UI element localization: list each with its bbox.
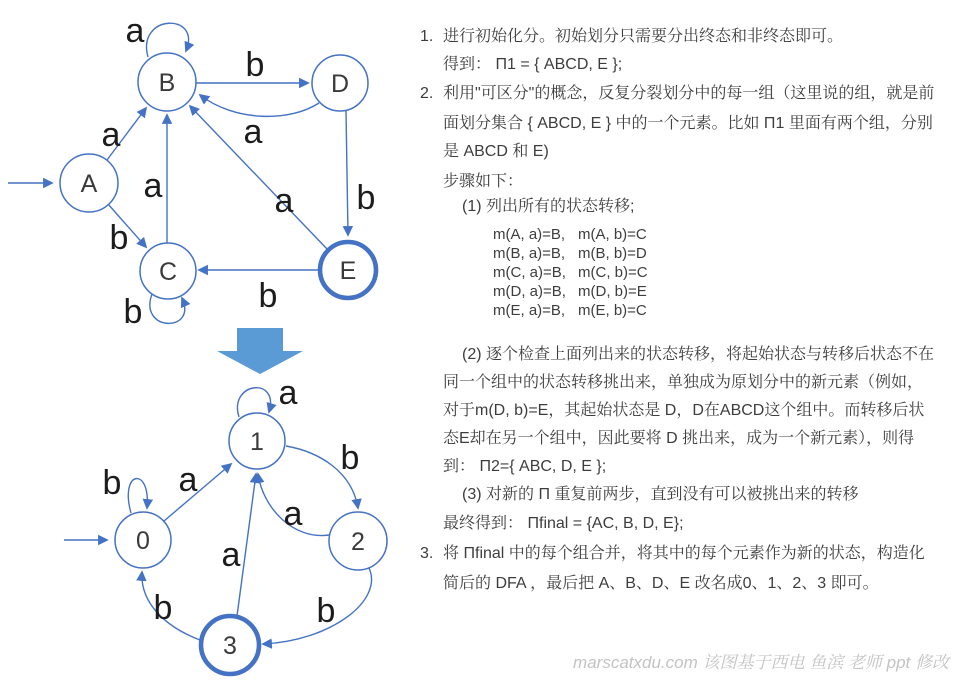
transition-0-1 <box>164 464 231 521</box>
note-line <box>420 84 934 104</box>
transition-table-row <box>493 283 647 302</box>
edge-label: b <box>316 592 336 630</box>
note-line <box>462 345 934 365</box>
edge-label: b <box>102 464 122 502</box>
note-text: 对于m(D, b)=E，其起始状态是 D，D在ABCD这个组中。而转移后状 <box>443 402 925 419</box>
edge-label: a <box>283 495 303 533</box>
note-text: 简后的 DFA ，最后把 A、B、D、E 改名成0、1、2、3 即可。 <box>443 575 879 592</box>
note-text: 最终得到： Πfinal = {AC, B, D, E}; <box>443 515 684 532</box>
edge-label: b <box>258 277 278 315</box>
state-label: A <box>80 170 98 198</box>
note-text: (3) 对新的 Π 重复前两步，直到没有可以被挑出来的转移 <box>462 486 859 503</box>
edge-label: a <box>178 461 198 499</box>
table-cell: m(B, a)=B, <box>493 245 566 262</box>
edge-label: b <box>153 589 173 627</box>
note-text: 态E却在另一个组中，因此要将 D 挑出来，成为一个新元素），则得 <box>443 430 915 447</box>
note-text: 面划分集合 { ABCD, E } 中的一个元素。比如 Π1 里面有两个组，分别 <box>443 115 933 132</box>
note-text: 得到： Π1 = { ABCD, E }; <box>443 56 623 73</box>
note-text: (1) 列出所有的状态转移; <box>462 198 635 215</box>
edge-label: a <box>101 116 121 154</box>
note-line <box>443 401 924 421</box>
table-cell: m(E, b)=C <box>578 302 647 319</box>
transition-0-0-selfloop <box>128 479 147 513</box>
state-label: E <box>339 257 357 285</box>
dfa-original <box>8 23 376 323</box>
notes-panel <box>410 0 965 690</box>
edge-label: a <box>278 374 298 412</box>
note-line <box>443 142 549 162</box>
state-label: C <box>158 258 178 286</box>
table-cell: m(E, a)=B, <box>493 302 566 319</box>
transition-table-row <box>493 245 647 264</box>
note-text: 步骤如下： <box>443 173 524 190</box>
table-cell: m(B, b)=D <box>578 245 647 262</box>
edge-label: a <box>274 182 294 220</box>
state-label: 2 <box>351 528 365 556</box>
edge-label: b <box>109 219 129 257</box>
note-line <box>443 457 606 477</box>
state-label: 0 <box>136 527 150 555</box>
note-line <box>462 485 858 505</box>
note-line <box>443 172 523 192</box>
edge-label: b <box>340 439 360 477</box>
edge-label: a <box>143 167 163 205</box>
dfa-diagrams <box>0 0 430 690</box>
note-text: (2) 逐个检查上面列出来的状态转移，将起始状态与转移后状态不在 <box>462 346 935 363</box>
transition-B-B-selfloop <box>147 23 189 57</box>
transition-table-row <box>493 302 647 321</box>
edge-label: b <box>123 293 143 331</box>
down-arrow-icon <box>217 328 303 374</box>
table-cell: m(C, a)=B, <box>493 264 566 281</box>
transition-D-E <box>346 111 348 235</box>
state-label: 1 <box>250 428 264 456</box>
list-number: 2. <box>420 85 434 102</box>
table-cell: m(A, b)=C <box>578 226 647 243</box>
note-line <box>443 55 622 75</box>
table-cell: m(C, b)=C <box>578 264 648 281</box>
note-line <box>420 544 925 564</box>
note-text: 是 ABCD 和 E) <box>443 143 549 160</box>
note-line <box>443 114 933 134</box>
state-label: D <box>330 70 350 98</box>
edge-label: a <box>243 113 263 151</box>
list-number: 3. <box>420 545 434 562</box>
note-line <box>462 197 634 217</box>
edge-label: b <box>245 46 265 84</box>
note-text: 将 Πfinal 中的每个组合并，将其中的每个元素作为新的状态，构造化 <box>443 545 925 562</box>
note-line <box>443 574 879 594</box>
edge-label: a <box>125 12 145 50</box>
state-label: B <box>158 69 176 97</box>
state-label: 3 <box>223 632 237 660</box>
edge-label: a <box>221 536 241 574</box>
table-cell: m(A, a)=B, <box>493 226 566 243</box>
note-line <box>443 373 923 393</box>
note-text: 到： Π2={ ABC, D, E }; <box>443 458 607 475</box>
note-line <box>443 514 684 534</box>
dfa-original-labels <box>81 12 376 331</box>
watermark: marscatxdu.com 该图基于西电 鱼滨 老师 ppt 修改 <box>573 653 949 672</box>
note-text: 同一个组中的状态转移挑出来，单独成为原划分中的新元素（例如， <box>443 374 924 391</box>
note-line <box>420 27 843 47</box>
table-cell: m(D, b)=E <box>578 283 647 300</box>
note-line <box>443 429 914 449</box>
note-text: 利用"可区分"的概念，反复分裂划分中的每一组（这里说的组，就是前 <box>443 85 935 102</box>
transition-table-row <box>493 226 647 245</box>
transition-table-row <box>493 264 648 283</box>
table-cell: m(D, a)=B, <box>493 283 566 300</box>
edge-label: b <box>356 179 376 217</box>
list-number: 1. <box>420 28 434 45</box>
note-text: 进行初始化分。初始划分只需要分出终态和非终态即可。 <box>443 28 844 45</box>
